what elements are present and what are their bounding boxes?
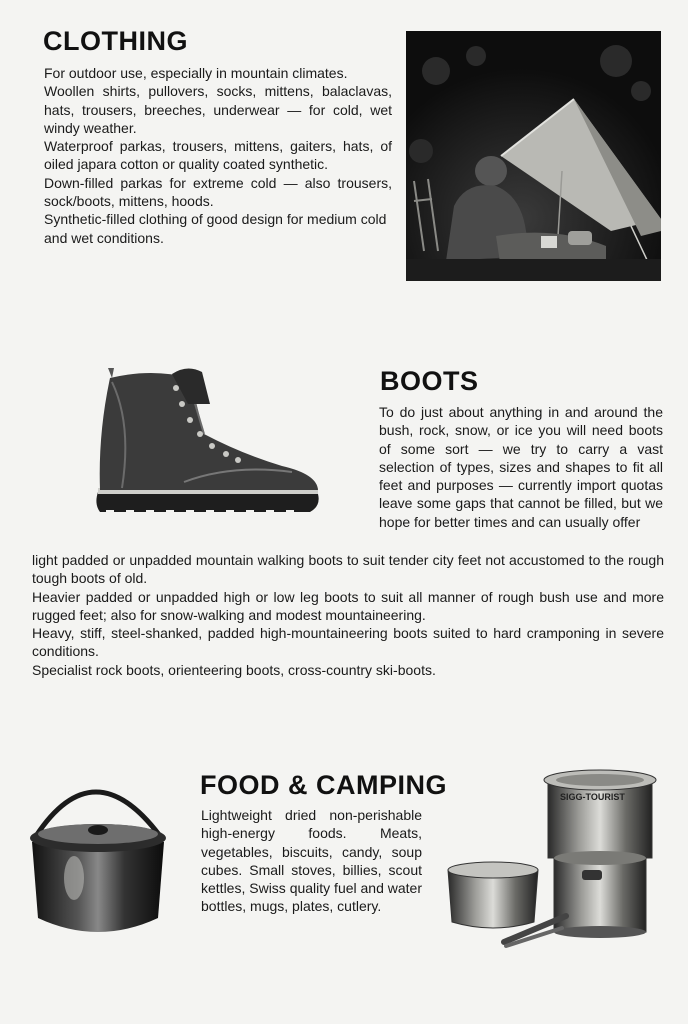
clothing-paragraph: Woollen shirts, pullovers, socks, mittens, balaclavas, hats, trousers, breeches, underwear — for cold, wet windy weather. xyxy=(44,83,392,136)
clothing-paragraph: Synthetic-filled clothing of good design for medium cold and wet conditions. xyxy=(44,211,387,246)
boots-paragraph: light padded or unpadded mountain walking boots to suit tender city feet not accustomed to the rough tough boots of old. xyxy=(32,552,664,587)
boots-heading: BOOTS xyxy=(380,366,479,396)
boots-paragraph: Heavy, stiff, steel-shanked, padded high-mountaineering boots suited to hard cramponing in severe conditions. xyxy=(32,625,664,660)
boots-text xyxy=(32,551,664,679)
boots-intro-text: To do just about anything in and around the bush, rock, snow, or ice you will need boots of some sort — we try to carry a vast selection of types, sizes and shapes to fit all feet and purposes — currently import quotas leave some gaps that cannot be filled, but we hope for better times and can usually offer xyxy=(379,404,663,530)
stove-cookset-photo xyxy=(444,766,658,956)
clothing-paragraph: For outdoor use, especially in mountain climates. xyxy=(44,65,348,81)
clothing-paragraph: Down-filled parkas for extreme cold — also trousers, sock/boots, mittens, hoods. xyxy=(44,174,392,210)
food-camping-heading: FOOD & CAMPING xyxy=(200,770,447,800)
tent-photo xyxy=(406,31,661,281)
boots-paragraph: Specialist rock boots, orienteering boots, cross-country ski-boots. xyxy=(32,661,436,678)
boots-intro xyxy=(379,403,663,531)
boot-photo xyxy=(92,364,324,528)
stove-brand-label: SIGG-TOURIST xyxy=(560,792,625,802)
clothing-text xyxy=(44,64,392,247)
clothing-paragraph: Waterproof parkas, trousers, mittens, gaiters, hats, of oiled japara cotton or quality coated synthetic. xyxy=(44,138,392,173)
clothing-heading: CLOTHING xyxy=(43,26,188,56)
boots-paragraph: Heavier padded or unpadded high or low leg boots to suit all manner of rough bush use and more rugged feet; also for snow-walking and modest mountaineering. xyxy=(32,588,664,623)
cooking-pot-photo xyxy=(24,768,172,938)
food-camping-text xyxy=(201,806,422,916)
food-camping-paragraph: Lightweight dried non-perishable high-energy foods. Meats, vegetables, biscuits, candy, soup cubes. Small stoves, billies, scout kettles, Swiss quality fuel and water bottles, mugs, plates, cutlery. xyxy=(201,807,422,915)
